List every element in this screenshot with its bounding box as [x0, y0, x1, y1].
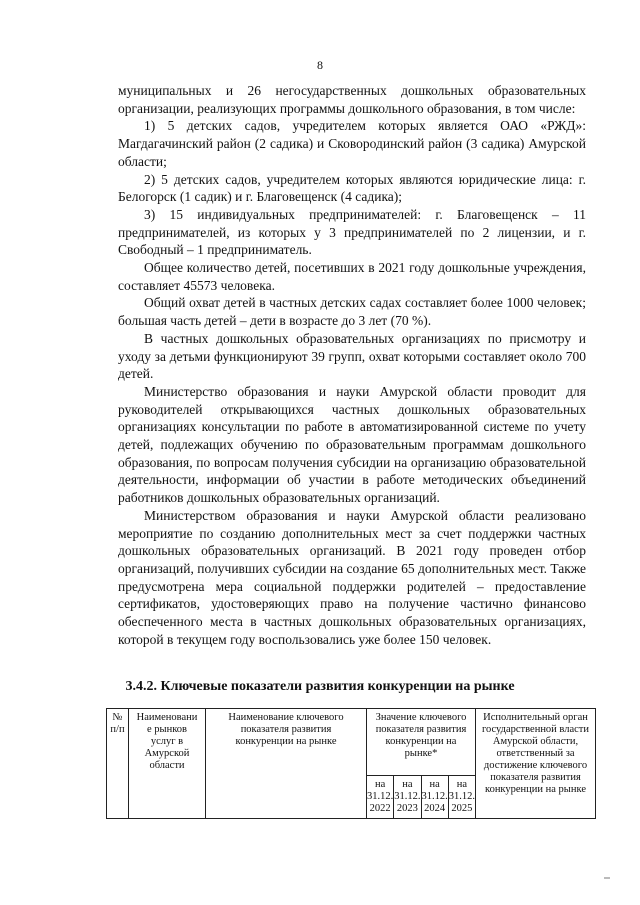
header-market-name: Наименовани е рынков услуг в Амурской области	[129, 709, 206, 819]
body-text	[118, 82, 586, 649]
paragraph: 3) 15 индивидуальных предпринимателей: г. Благовещенск – 11 предпринимателей, из которых у 3 предпринимателей по 2 лицензии, и г. Свободный – 1 предприниматель.	[118, 206, 586, 258]
year-cell: на 31.12. 2022	[367, 776, 394, 819]
paragraph: муниципальных и 26 негосударственных дошкольных образовательных организации, реализующих программы дошкольного образования, в том числе:	[118, 83, 586, 116]
header-indicator-values: Значение ключевого показателя развития конкуренции на рынке*	[367, 709, 476, 776]
scan-artifact	[604, 877, 610, 879]
paragraph: 2) 5 детских садов, учредителем которых являются юридические лица: г. Белогорск (1 садик) и г. Благовещенск (4 садика);	[118, 171, 586, 205]
table-header-row	[107, 709, 596, 776]
paragraph: В частных дошкольных образовательных организациях по присмотру и уходу за детьми функционируют 39 групп, охват которыми составляет около 700 детей.	[118, 330, 586, 382]
page-number: 8	[317, 58, 323, 72]
section-heading: 3.4.2. Ключевые показатели развития конкуренции на рынке	[125, 679, 515, 694]
paragraph: Общий охват детей в частных детских садах составляет более 1000 человек; большая часть детей – дети в возрасте до 3 лет (70 %).	[118, 295, 586, 329]
header-responsible-body: Исполнительный орган государственной власти Амурской области, ответственный за достижение ключевого показателя развития конкуренции на рынке	[476, 709, 596, 819]
paragraph: 1) 5 детских садов, учредителем которых является ОАО «РЖД»: Магдагачинский район (2 садика) и Сковородинский район (3 садика) Амурской области;	[118, 118, 586, 169]
paragraph: Министерством образования и науки Амурской области реализовано мероприятие по созданию дополнительных мест за счет поддержки частных дошкольных образовательных организаций. В 2021 году проведен отбор организаций, получивших субсидии на создание 65 дополнительных мест. Также предусмотрена мера социальной поддержки родителей – предоставление сертификатов, удостоверяющих право на получение частично финансово обеспеченного места в частных дошкольных образовательных организациях, которой в текущем году воспользовались уже более 150 человек.	[118, 507, 586, 647]
kpi-table	[106, 708, 596, 819]
year-cell: на 31.12. 2025	[448, 776, 475, 819]
paragraph: Министерство образования и науки Амурской области проводит для руководителей открывающихся частных дошкольных образовательных организациях консультации по работе в автоматизированной системе по учету детей, подлежащих обучению по образовательным программам дошкольного образования, по вопросам получения субсидии на организацию образовательной деятельности, информации об участии в работе методических объединений работников дошкольных образовательных организаций.	[118, 383, 586, 506]
year-cell: на 31.12. 2023	[394, 776, 421, 819]
header-number: № п/п	[107, 709, 129, 819]
paragraph: Общее количество детей, посетивших в 2021 году дошкольные учреждения, составляет 45573 человека.	[118, 260, 586, 293]
header-indicator-name: Наименование ключевого показателя развития конкуренции на рынке	[206, 709, 367, 819]
year-cell: на 31.12. 2024	[421, 776, 448, 819]
